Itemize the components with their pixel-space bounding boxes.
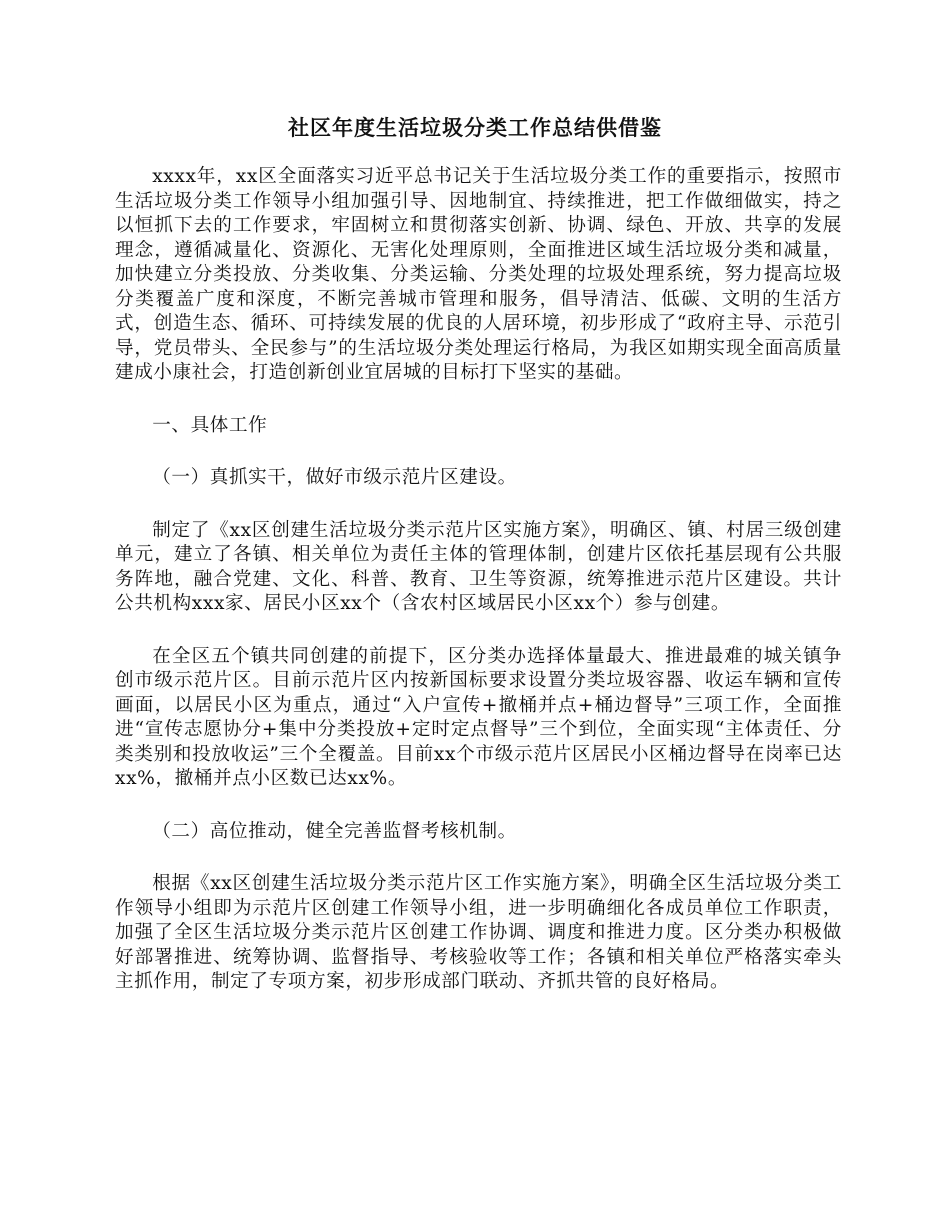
document-body — [115, 165, 842, 1023]
body-paragraph: 制定了《xx区创建生活垃圾分类示范片区实施方案》，明确区、镇、村居三级创建单元，建立了各镇、相关单位为责任主体的管理体制，创建片区依托基层现有公共服务阵地，融合党建、文化、科普、教育、卫生等资源，统筹推进示范片区建设。共计公共机构xxx家、居民小区xx个（含农村区域居民小区xx个）参与创建。 — [115, 519, 842, 614]
body-paragraph: 根据《xx区创建生活垃圾分类示范片区工作实施方案》，明确全区生活垃圾分类工作领导小组即为示范片区创建工作领导小组，进一步明确细化各成员单位工作职责，加强了全区生活垃圾分类示范片区创建工作协调、调度和推进力度。区分类办积极做好部署推进、统筹协调、监督指导、考核验收等工作；各镇和相关单位严格落实牵头主抓作用，制定了专项方案，初步形成部门联动、齐抓共管的良好格局。 — [115, 873, 842, 992]
subsection-heading: （一）真抓实干，做好市级示范片区建设。 — [152, 467, 517, 488]
page-title: 社区年度生活垃圾分类工作总结供借鉴 — [288, 115, 662, 140]
intro-paragraph: xxxx年，xx区全面落实习近平总书记关于生活垃圾分类工作的重要指示，按照市生活垃圾分类工作领导小组加强引导、因地制宜、持续推进，把工作做细做实，持之以恒抓下去的工作要求，牢固树立和贯彻落实创新、协调、绿色、开放、共享的发展理念，遵循减量化、资源化、无害化处理原则，全面推进区域生活垃圾分类和减量，加快建立分类投放、分类收集、分类运输、分类处理的垃圾处理系统，努力提高垃圾分类覆盖广度和深度，不断完善城市管理和服务，倡导清洁、低碳、文明的生活方式，创造生态、循环、可持续发展的优良的人居环境，初步形成了“政府主导、示范引导，党员带头、全民参与”的生活垃圾分类处理运行格局，为我区如期实现全面高质量建成小康社会，打造创新创业宜居城的目标打下坚实的基础。 — [115, 166, 842, 383]
section-heading: 一、具体工作 — [152, 414, 268, 436]
subsection-heading: （二）高位推动，健全完善监督考核机制。 — [152, 820, 517, 842]
body-paragraph: 在全区五个镇共同创建的前提下，区分类办选择体量最大、推进最难的城关镇争创市级示范片区。目前示范片区内按新国标要求设置分类垃圾容器、收运车辆和宣传画面，以居民小区为重点，通过“入户宣传+撤桶并点+桶边督导”三项工作，全面推进“宣传志愿协分+集中分类投放+定时定点督导”三个到位，全面实现“主体责任、分类类别和投放收运”三个全覆盖。目前xx个市级示范片区居民小区桶边督导在岗率已达xx%，撤桶并点小区数已达xx%。 — [115, 645, 842, 789]
